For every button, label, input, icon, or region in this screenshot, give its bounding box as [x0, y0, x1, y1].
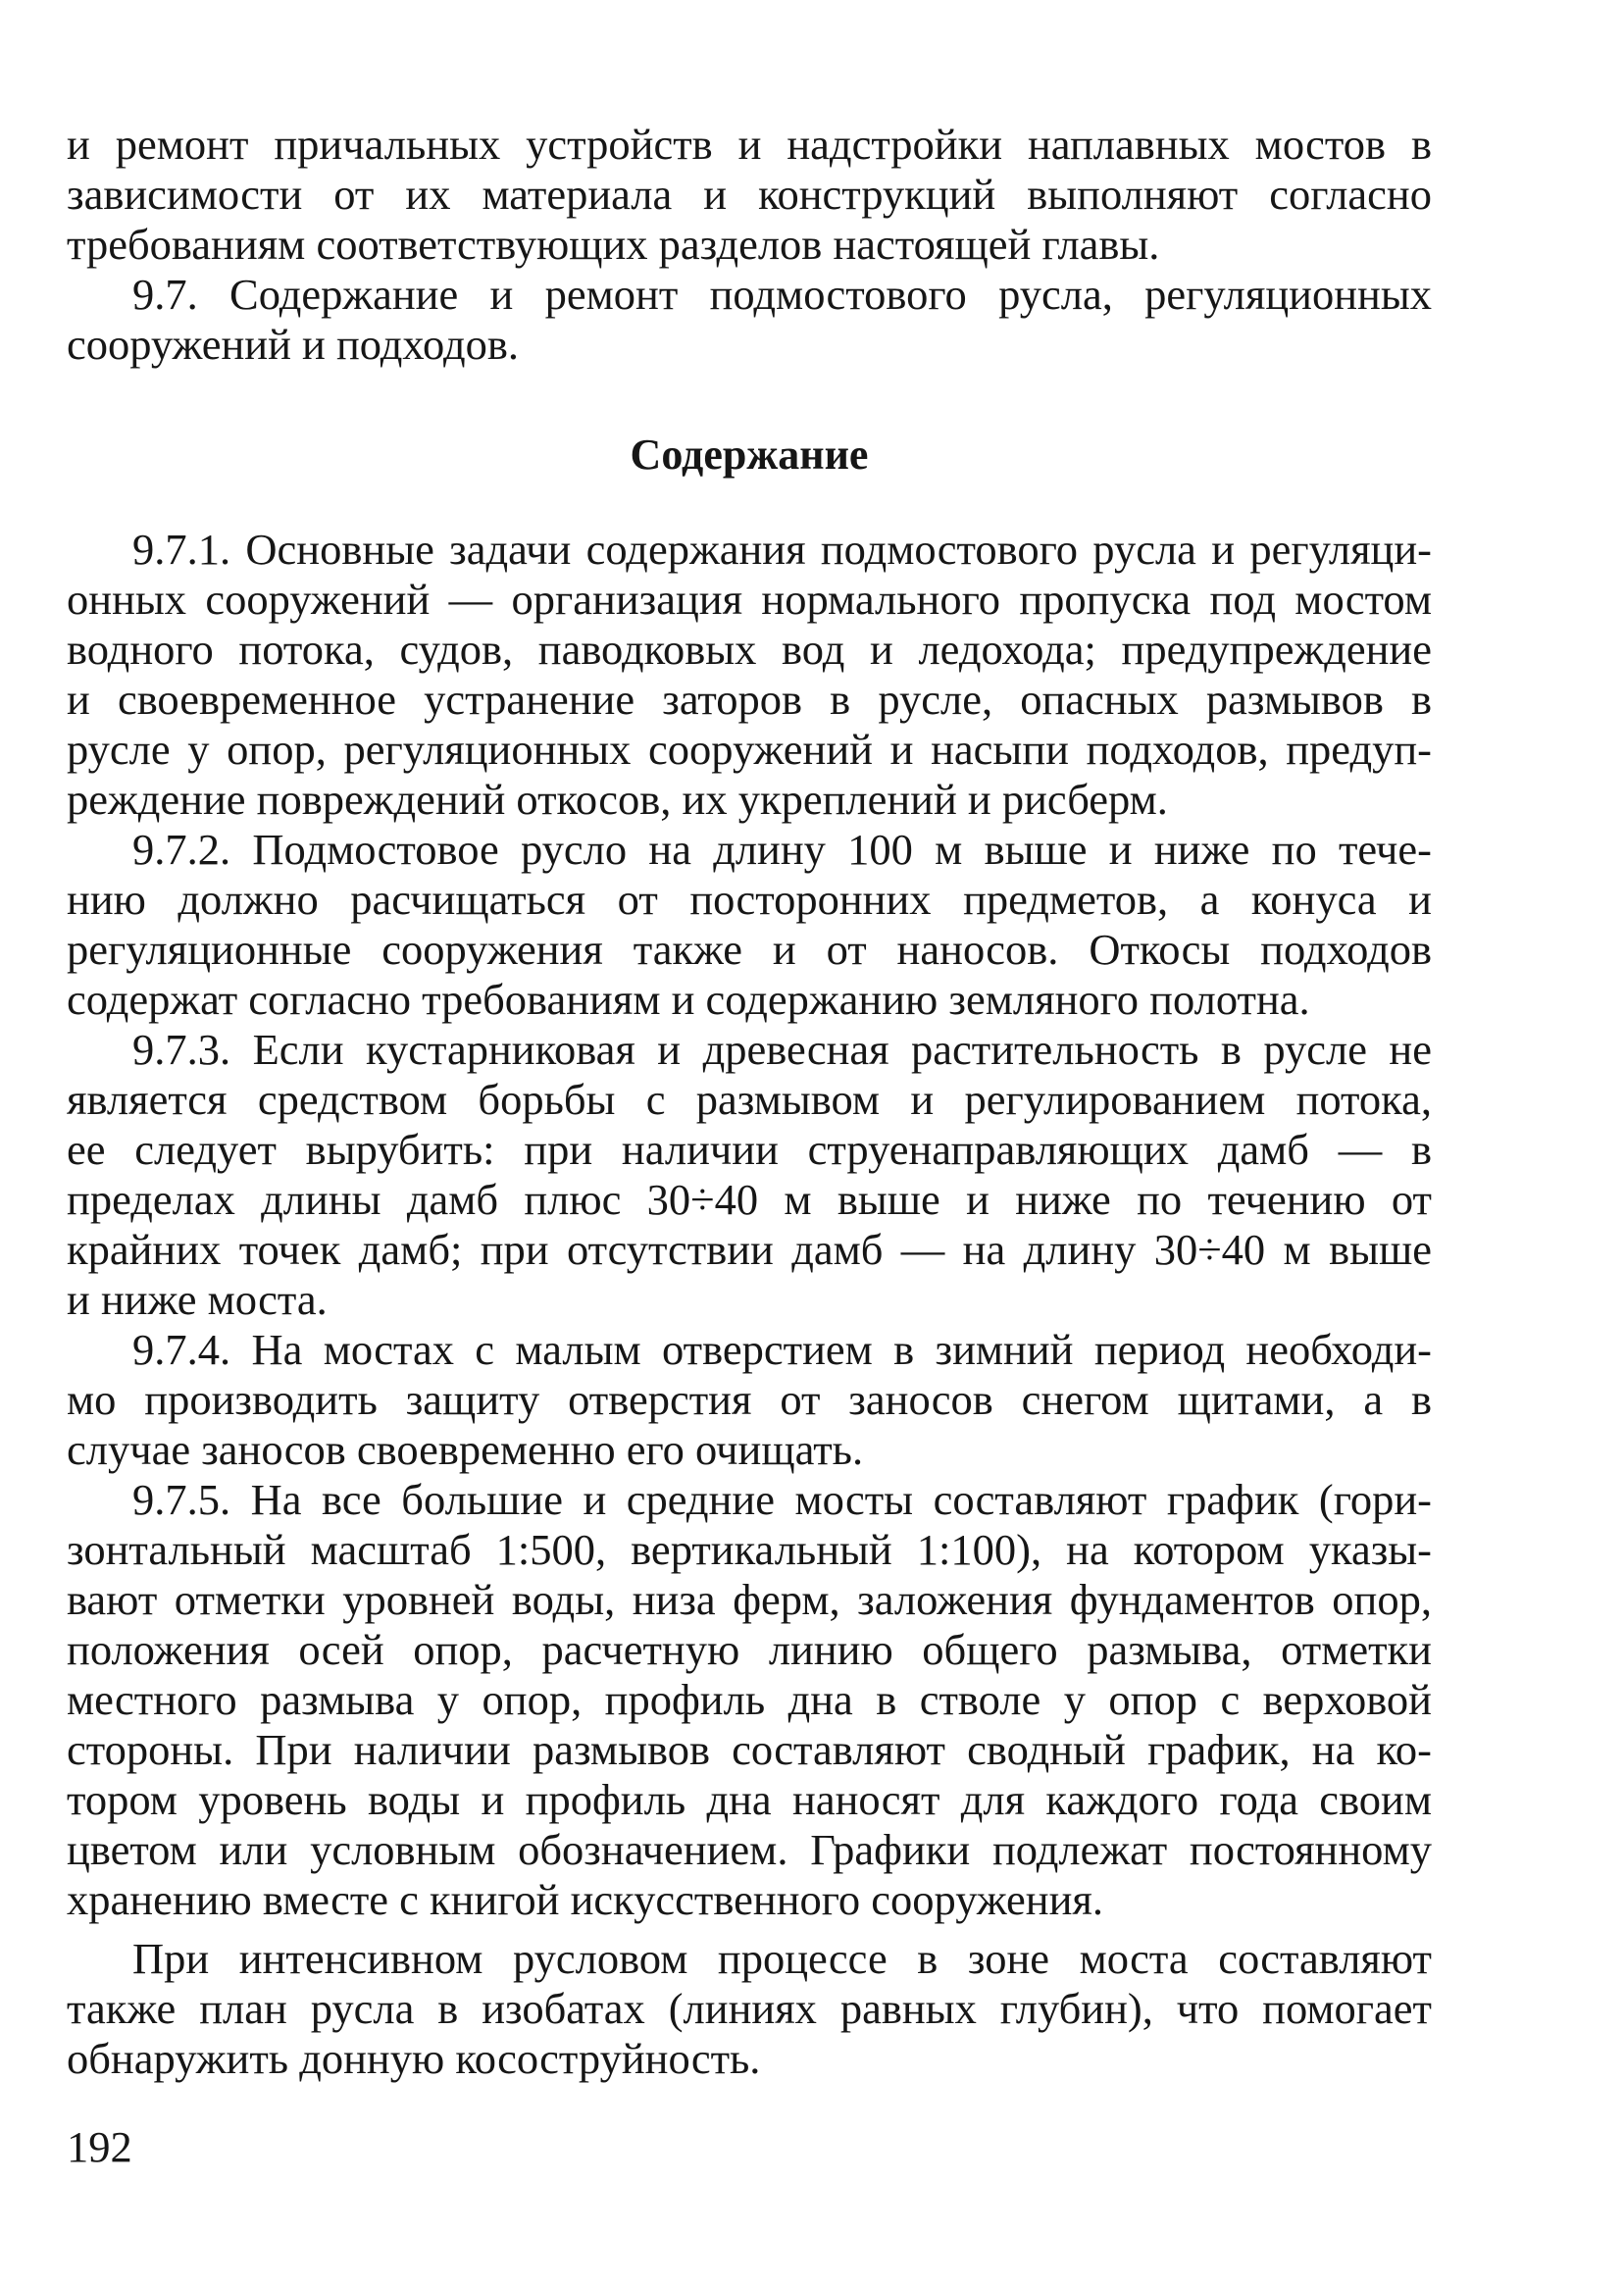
paragraph-9-7-3: [67, 1025, 1432, 1325]
paragraph-9-7-1: [67, 525, 1432, 825]
text-line: вают отметки уровней воды, низа ферм, заложения фундаментов опор,: [67, 1575, 1432, 1624]
text-line: стороны. При наличии размывов составляют сводный график, на ко-: [67, 1725, 1432, 1774]
text-line: крайних точек дамб; при отсутствии дамб — на длину 30÷40 м выше: [67, 1225, 1432, 1274]
text-line: тором уровень воды и профиль дна наносят для каждого года своим: [67, 1775, 1432, 1824]
text-line: 9.7.1. Основные задачи содержания подмостового русла и регуляци-: [132, 525, 1432, 574]
intro-paragraph: [67, 120, 1432, 270]
text-line: При интенсивном русловом процессе в зоне моста составляют: [132, 1934, 1432, 1983]
text-line: 9.7. Содержание и ремонт подмостового русла, регуляционных: [132, 270, 1432, 319]
text-line: онных сооружений — организация нормального пропуска под мостом: [67, 575, 1432, 624]
text-line: обнаружить донную косоструйность.: [67, 2034, 761, 2083]
text-line: русле у опор, регуляционных сооружений и насыпи подходов, предуп-: [67, 725, 1432, 774]
paragraph-9-7-2: [67, 825, 1432, 1025]
text-line: сооружений и подходов.: [67, 320, 519, 369]
paragraph-9-7-5: [67, 1475, 1432, 1925]
section-heading: Содержание: [630, 431, 869, 479]
text-line: мо производить защиту отверстия от заносов снегом щитами, а в: [67, 1375, 1432, 1424]
text-line: пределах длины дамб плюс 30÷40 м выше и ниже по течению от: [67, 1175, 1432, 1224]
paragraph-9-7-4: [67, 1325, 1432, 1475]
text-line: также план русла в изобатах (линиях равных глубин), что помогает: [67, 1984, 1432, 2033]
paragraph-final: [67, 1934, 1432, 2084]
text-line: регуляционные сооружения также и от наносов. Откосы подходов: [67, 925, 1432, 974]
text-line: 9.7.5. На все большие и средние мосты составляют график (гори-: [132, 1475, 1432, 1524]
text-line: реждение повреждений откосов, их укреплений и рисберм.: [67, 775, 1168, 824]
text-line: зависимости от их материала и конструкций выполняют согласно: [67, 170, 1432, 219]
text-line: 9.7.2. Подмостовое русло на длину 100 м выше и ниже по тече-: [132, 825, 1432, 874]
section-9-7-title: [67, 270, 1432, 370]
text-line: местного размыва у опор, профиль дна в стволе у опор с верховой: [67, 1675, 1432, 1724]
page-number: 192: [67, 2122, 132, 2171]
text-line: содержат согласно требованиям и содержанию земляного полотна.: [67, 975, 1310, 1024]
text-line: 9.7.4. На мостах с малым отверстием в зимний период необходи-: [132, 1325, 1432, 1374]
text-line: зонтальный масштаб 1:500, вертикальный 1:100), на котором указы-: [67, 1525, 1432, 1574]
text-line: и ниже моста.: [67, 1275, 328, 1324]
text-line: водного потока, судов, паводковых вод и ледохода; предупреждение: [67, 625, 1432, 674]
text-line: цветом или условным обозначением. Графики подлежат постоянному: [67, 1825, 1432, 1874]
text-line: ее следует вырубить: при наличии струенаправляющих дамб — в: [67, 1125, 1432, 1174]
text-line: 9.7.3. Если кустарниковая и древесная растительность в русле не: [132, 1025, 1432, 1074]
text-line: требованиям соответствующих разделов настоящей главы.: [67, 220, 1160, 269]
text-line: является средством борьбы с размывом и регулированием потока,: [67, 1075, 1432, 1124]
text-line: случае заносов своевременно его очищать.: [67, 1425, 864, 1474]
text-line: нию должно расчищаться от посторонних предметов, а конуса и: [67, 875, 1432, 924]
text-line: и ремонт причальных устройств и надстройки наплавных мостов в: [67, 120, 1432, 169]
text-line: и своевременное устранение заторов в русле, опасных размывов в: [67, 675, 1432, 724]
text-line: положения осей опор, расчетную линию общего размыва, отметки: [67, 1625, 1432, 1674]
text-line: хранению вместе с книгой искусственного сооружения.: [67, 1875, 1103, 1924]
